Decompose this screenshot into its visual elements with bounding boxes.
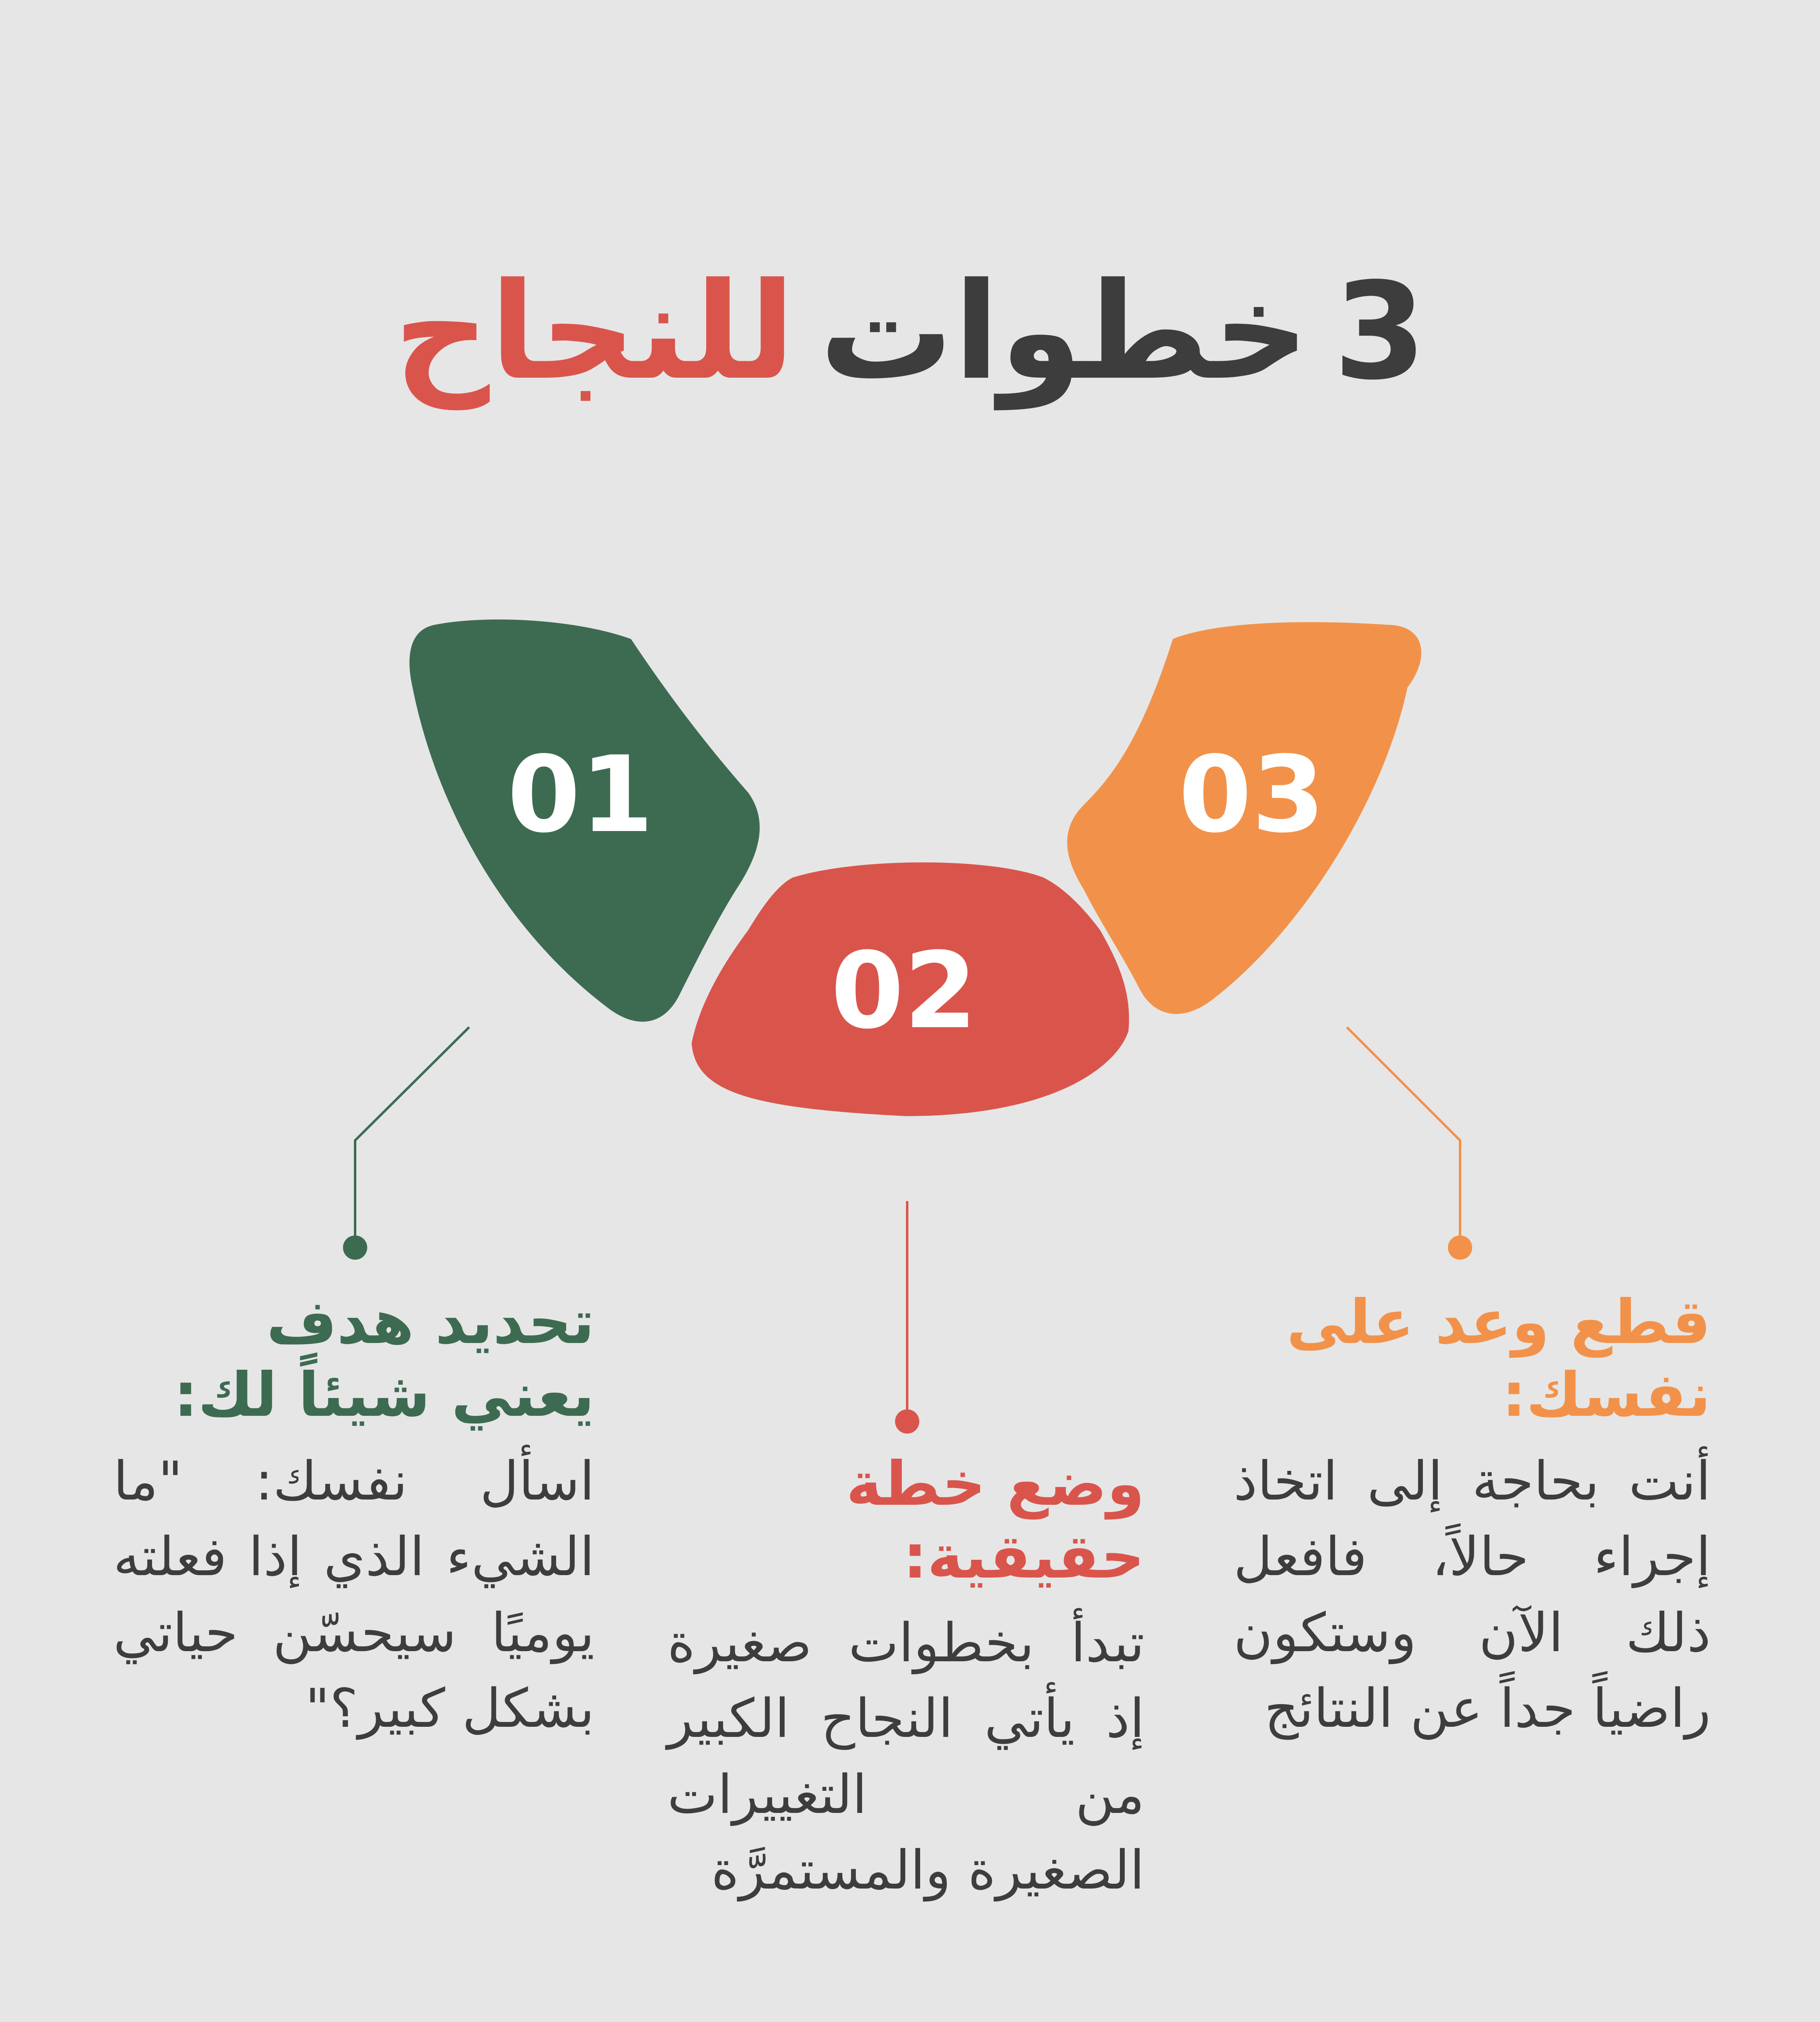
step-02-number: 02 (831, 930, 977, 1052)
step-02-column (667, 1448, 1145, 1909)
step-03-dot (1448, 1235, 1472, 1260)
step-02-dot (895, 1409, 919, 1434)
step-01-connector (355, 1027, 469, 1248)
step-03-body: أنت بحاجة إلى اتخاذ إجراء حالاً، فافعل ذلك الآن وستكون راضياً جداً عن النتائج (1234, 1450, 1711, 1740)
step-01-column (113, 1286, 595, 1747)
step-02-body: تبدأ بخطوات صغيرة إذ يأتي النجاح الكبير من التغييرات الصغيرة والمستمرَّة (667, 1612, 1145, 1902)
step-01-dot (343, 1235, 367, 1260)
step-03-column (1234, 1286, 1711, 1747)
step-01-number: 01 (507, 734, 654, 856)
title-number: 3 (1333, 254, 1426, 409)
title-word-success: للنجاح (394, 254, 796, 409)
step-01-body: اسأل نفسك: "ما الشيء الذي إذا فعلته يوميًا سيحسّن حياتي بشكل كبير؟" (113, 1450, 595, 1740)
step-03-heading: قطع وعد على نفسك: (1286, 1287, 1711, 1430)
step-01-heading: تحديد هدف يعني شيئاً لك: (174, 1287, 595, 1430)
title-word-steps: خطوات (819, 254, 1310, 409)
step-03-number: 03 (1179, 734, 1325, 856)
step-03-connector (1347, 1027, 1460, 1248)
step-02-heading: وضع خطة حقيقية: (846, 1449, 1145, 1592)
